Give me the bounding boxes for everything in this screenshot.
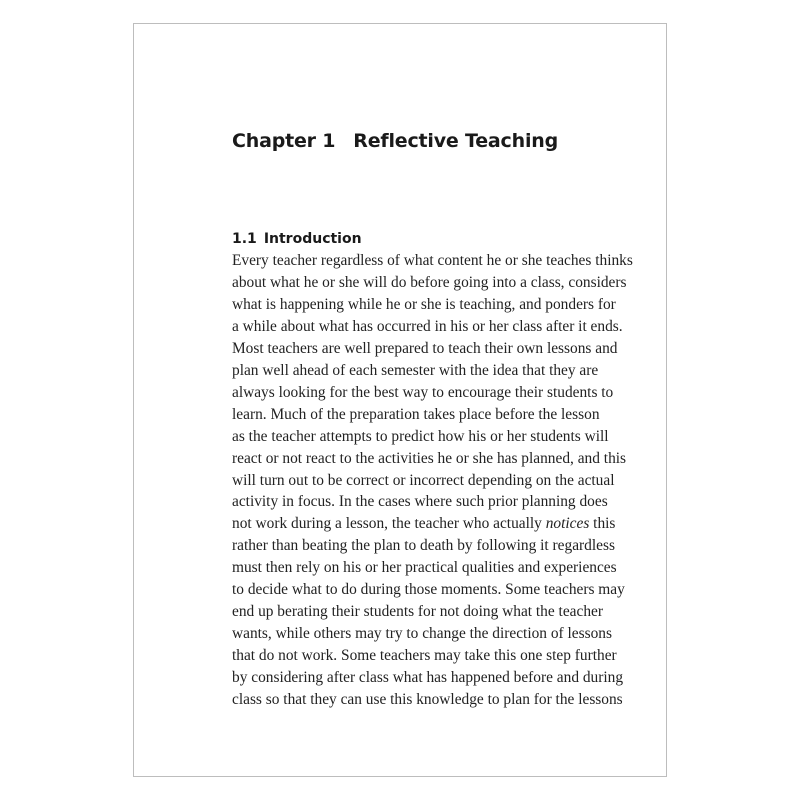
section-number: 1.1 <box>232 231 257 247</box>
paragraph-line-with-emphasis <box>232 513 616 535</box>
paragraph-line: end up berating their students for not doing what the teacher <box>232 603 603 621</box>
paragraph-line: plan well ahead of each semester with the idea that they are <box>232 361 599 379</box>
paragraph-line: a while about what has occurred in his or her class after it ends. <box>232 317 623 335</box>
paragraph-line: that do not work. Some teachers may take this one step further <box>232 647 617 665</box>
line-text-after: this <box>589 515 616 533</box>
line-text-before: not work during a lesson, the teacher who actually <box>232 515 546 533</box>
section-heading <box>232 231 362 247</box>
paragraph-line: as the teacher attempts to predict how his or her students will <box>232 427 609 445</box>
paragraph-line: wants, while others may try to change the direction of lessons <box>232 625 612 643</box>
paragraph-line: react or not react to the activities he or she has planned, and this <box>232 449 627 467</box>
paragraph-line: Most teachers are well prepared to teach their own lessons and <box>232 339 618 357</box>
chapter-name: Reflective Teaching <box>353 130 558 152</box>
paragraph-line: to decide what to do during those moments. Some teachers may <box>232 581 625 599</box>
paragraph-line: learn. Much of the preparation takes place before the lesson <box>232 405 600 423</box>
paragraph-line: class so that they can use this knowledge to plan for the lessons <box>232 691 623 709</box>
paragraph-line: must then rely on his or her practical qualities and experiences <box>232 559 617 577</box>
paragraph-line: Every teacher regardless of what content he or she teaches thinks <box>232 252 633 269</box>
paragraph-line: will turn out to be correct or incorrect depending on the actual <box>232 471 615 489</box>
chapter-number: Chapter 1 <box>232 130 336 152</box>
paragraph-line: always looking for the best way to encourage their students to <box>232 383 614 401</box>
paragraph-line: about what he or she will do before going into a class, considers <box>232 273 627 291</box>
paragraph-line: activity in focus. In the cases where such prior planning does <box>232 493 608 511</box>
book-page <box>133 23 667 777</box>
paragraph-line: by considering after class what has happened before and during <box>232 669 624 687</box>
paragraph-line: what is happening while he or she is teaching, and ponders for <box>232 295 616 313</box>
emphasized-word: notices <box>545 515 590 533</box>
chapter-title <box>232 130 558 152</box>
body-paragraph <box>232 250 633 711</box>
section-title: Introduction <box>263 231 362 247</box>
paragraph-line: rather than beating the plan to death by following it regardless <box>232 537 615 555</box>
